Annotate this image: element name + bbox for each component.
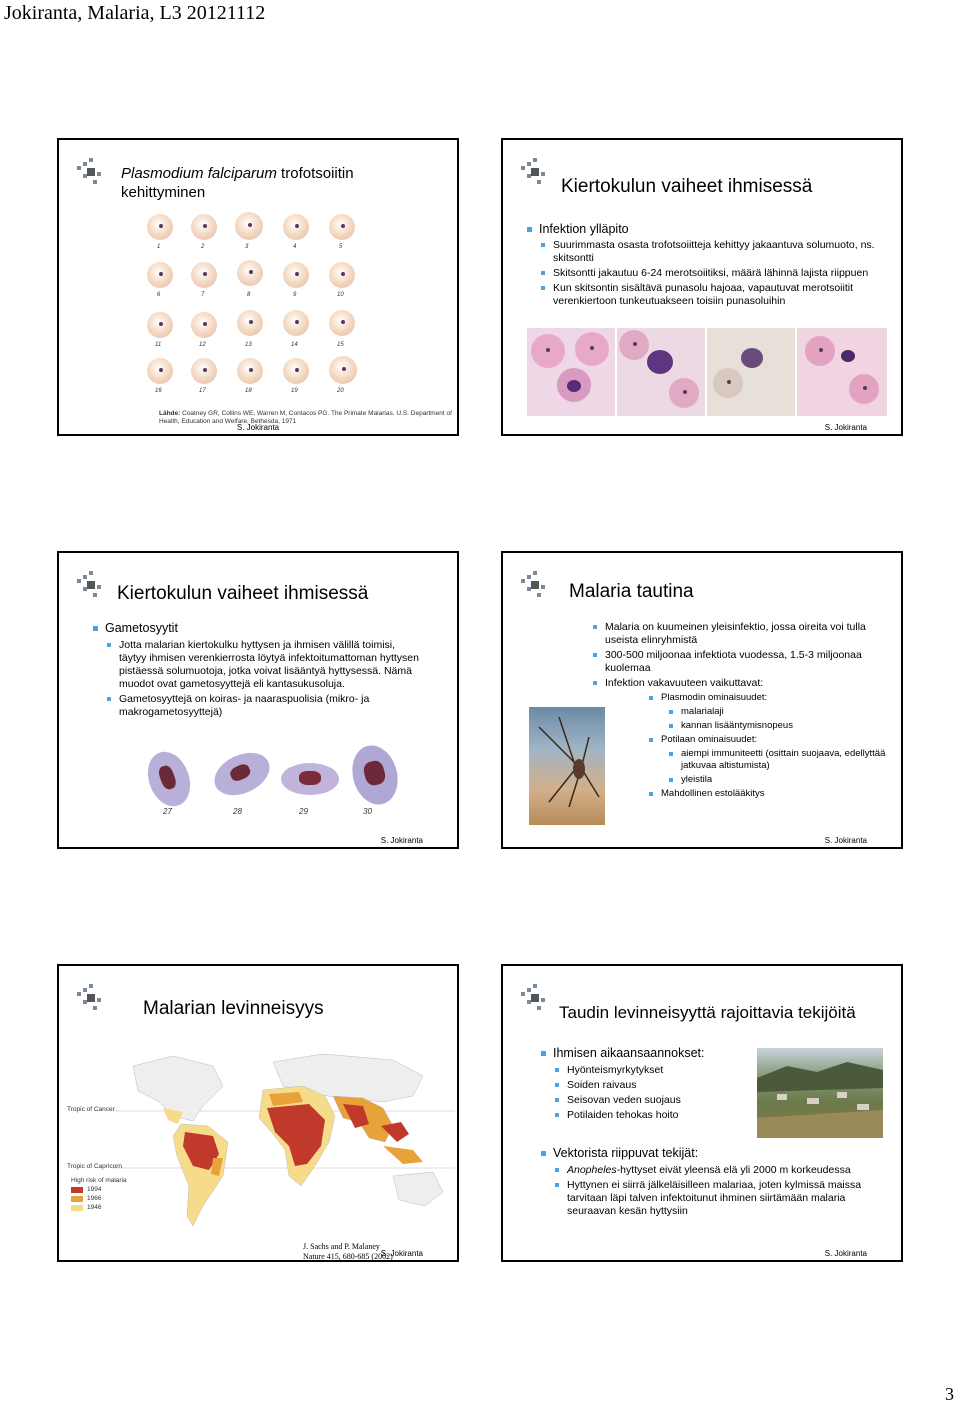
cell-number: 15 xyxy=(337,342,344,348)
bullet-item: Vektorista riippuvat tekijät: Anopheles-hyttyset eivät yleensä elä yli 2000 m korkeudessa Hyttynen ei siirrä jälkeläisilleen malariaa, joten kylmissä maissa tarvitaan läpi talven infektoitunut ihminen siirtämään malaria seuraavan kesän hyttysiin xyxy=(539,1146,869,1218)
schizont-photo xyxy=(617,328,705,416)
gametocyte-cell xyxy=(208,745,277,804)
sub-bullet-item: Anopheles-hyttyset eivät yleensä elä yli 2000 m korkeudessa xyxy=(553,1164,869,1177)
legend-item: 1946 xyxy=(71,1203,127,1212)
slide-2 xyxy=(501,138,903,436)
slide-1 xyxy=(57,138,459,436)
gametocyte-cell xyxy=(346,740,404,809)
slide-6 xyxy=(501,964,903,1262)
cell-number: 29 xyxy=(299,807,308,816)
sub-sub-bullet-item: kannan lisääntymisnopeus xyxy=(667,720,891,732)
bullet-item: Malaria on kuumeinen yleisinfektio, jossa oireita voi tulla useista elinryhmistä xyxy=(591,621,891,647)
page-number: 3 xyxy=(945,1384,954,1404)
legend-swatch xyxy=(71,1205,83,1211)
bullet-item: Infektion vakavuuteen vaikuttavat: Plasmodin ominaisuudet: malarialaji kannan lisääntymisnopeus Potilaan ominaisuudet: aiempi immuniteetti (osittain suojaava, edellyttää jatkuvaa altistumista) yleistila Mahdollinen estolääkitys xyxy=(591,677,891,800)
university-logo-icon xyxy=(517,982,553,1012)
bullet-item: Gametosyytit Jotta malarian kiertokulku hyttysen ja ihmisen välillä toimisi, täytyy ihmisen verenkierrosta löytyä infektoitumattoman hyttysen pistäessä solumuotoja, jotka voivat lisääntyä hyttysessä. Nämä muodot ovat gametosyyttejä eli kantasukusoluja. Gametosyyttejä on koiras- ja naaraspuolisia (mikro- ja makrogametosyyttejä) xyxy=(91,621,421,719)
legend-item: 1994 xyxy=(71,1185,127,1194)
university-logo-icon xyxy=(73,569,109,599)
red-blood-cell xyxy=(237,310,263,336)
bullet-item: Infektion ylläpito Suurimmasta osasta trofotsoiitteja kehittyy jakaantuva solumuoto, ns. skitsontti Skitsontti jakautuu 6-24 merotsoiitiksi, määrä lähinnä lajista riippuen Kun skitsontin sisältävä punasolu hajoaa, vapautuvat merotsoiitit verenkiertoon tunkeutuakseen toisiin punasoluihin xyxy=(525,222,897,308)
red-blood-cell xyxy=(191,214,217,240)
bullet-list xyxy=(525,222,897,310)
sub-bullet-item: Skitsontti jakautuu 6-24 merotsoiitiksi, määrä lähinnä lajista riippuen xyxy=(539,267,897,280)
red-blood-cell xyxy=(191,312,217,338)
bullet-list xyxy=(591,621,891,802)
sub-bullet-item: Suurimmasta osasta trofotsoiitteja kehittyy jakaantuva solumuoto, ns. skitsontti xyxy=(539,239,897,265)
slide-title: Kiertokulun vaiheet ihmisessä xyxy=(117,583,369,604)
slide-3 xyxy=(57,551,459,849)
legend-swatch xyxy=(71,1196,83,1202)
university-logo-icon xyxy=(517,569,553,599)
cell-number: 10 xyxy=(337,292,344,298)
university-logo-icon xyxy=(73,156,109,186)
cell-number: 5 xyxy=(339,244,343,250)
sub-bullet-item: Seisovan veden suojaus xyxy=(553,1094,759,1107)
gametocyte-cell xyxy=(141,746,198,812)
cell-number: 27 xyxy=(163,807,172,816)
slide-title: Kiertokulun vaiheet ihmisessä xyxy=(561,176,813,197)
red-blood-cell xyxy=(147,262,173,288)
red-blood-cell xyxy=(283,358,309,384)
red-blood-cell xyxy=(283,310,309,336)
cell-number: 28 xyxy=(233,807,242,816)
cell-number: 14 xyxy=(291,342,298,348)
schizont-photo xyxy=(527,328,615,416)
slide-footer: S. Jokiranta xyxy=(824,836,867,845)
sub-bullet-item: Gametosyyttejä on koiras- ja naaraspuolisia (mikro- ja makrogametosyyttejä) xyxy=(105,693,421,719)
red-blood-cell xyxy=(283,262,309,288)
bullet-list-2 xyxy=(539,1146,869,1220)
red-blood-cell xyxy=(147,312,173,338)
slide-5 xyxy=(57,964,459,1262)
cell-number: 12 xyxy=(199,342,206,348)
red-blood-cell xyxy=(329,310,355,336)
gametocyte-plate xyxy=(139,749,409,819)
sub-bullet-item: Potilaan ominaisuudet: aiempi immuniteetti (osittain suojaava, edellyttää jatkuvaa altistumista) yleistila xyxy=(647,734,891,786)
sub-sub-bullet-item: malarialaji xyxy=(667,706,891,718)
blood-smear-photos xyxy=(527,328,887,416)
cell-number: 16 xyxy=(155,388,162,394)
tropic-of-cancer-label: Tropic of Cancer xyxy=(67,1106,115,1113)
bullet-item: 300-500 miljoonaa infektiota vuodessa, 1.5-3 miljoonaa kuolemaa xyxy=(591,649,891,675)
red-blood-cell xyxy=(191,262,217,288)
cell-number: 2 xyxy=(201,244,205,250)
red-blood-cell xyxy=(329,356,357,384)
slide-footer: S. Jokiranta xyxy=(824,423,867,432)
slide-footer: S. Jokiranta xyxy=(380,836,423,845)
slide-footer: S. Jokiranta xyxy=(824,1249,867,1258)
red-blood-cell xyxy=(237,260,263,286)
map-citation: J. Sachs and P. Malaney Nature 415, 680-685 (2002) xyxy=(303,1242,393,1261)
cell-number: 4 xyxy=(293,244,297,250)
schizont-photo xyxy=(707,328,795,416)
sub-bullet-item: Hyttynen ei siirrä jälkeläisilleen malariaa, joten kylmissä maissa tarvitaan läpi talven infektoitunut ihminen siirtämään malaria seuraavan kesän hyttysiin xyxy=(553,1179,869,1218)
sub-bullet-item: Kun skitsontin sisältävä punasolu hajoaa, vapautuvat merotsoiitit verenkiertoon tunkeutuakseen toisiin punasoluihin xyxy=(539,282,897,308)
landscape-photo xyxy=(757,1048,883,1138)
cell-number: 30 xyxy=(363,807,372,816)
gametocyte-cell xyxy=(281,763,339,795)
slide-4 xyxy=(501,551,903,849)
legend-title: High risk of malaria xyxy=(71,1177,127,1184)
slide-title: Taudin levinneisyyttä rajoittavia tekijöitä xyxy=(559,1003,856,1022)
slide-title: Malaria tautina xyxy=(569,581,694,602)
sub-bullet-item: Soiden raivaus xyxy=(553,1079,759,1092)
sub-bullet-item: Jotta malarian kiertokulku hyttysen ja ihmisen välillä toimisi, täytyy ihmisen verenkierrosta löytyä infektoitumattoman hyttysen pistäessä solumuotoja, jotka voivat lisääntyä hyttysessä. Nämä muodot ovat gametosyyttejä eli kantasukusoluja. xyxy=(105,639,421,691)
slide-footer: S. Jokiranta xyxy=(236,423,280,432)
cell-number: 1 xyxy=(157,244,161,250)
university-logo-icon xyxy=(73,982,109,1012)
legend-swatch xyxy=(71,1187,83,1193)
sub-bullet-item: Mahdollinen estolääkitys xyxy=(647,788,891,800)
bullet-list xyxy=(91,621,421,721)
sub-bullet-item: Hyönteismyrkytykset xyxy=(553,1064,759,1077)
red-blood-cell xyxy=(283,214,309,240)
slide-title: Plasmodium falciparum trofotsoiitin kehittyminen xyxy=(121,165,354,201)
legend-item: 1966 xyxy=(71,1194,127,1203)
slide-title: Malarian levinneisyys xyxy=(143,998,324,1019)
bullet-item: Ihmisen aikaansaannokset: Hyönteismyrkytykset Soiden raivaus Seisovan veden suojaus Potilaiden tehokas hoito xyxy=(539,1046,759,1122)
sub-bullet-item: Potilaiden tehokas hoito xyxy=(553,1109,759,1122)
cell-number: 8 xyxy=(247,292,251,298)
trophozoite-plate xyxy=(143,212,361,402)
cell-number: 3 xyxy=(245,244,249,250)
document-header: Jokiranta, Malaria, L3 20121112 xyxy=(4,2,266,24)
schizont-photo xyxy=(797,328,887,416)
red-blood-cell xyxy=(191,358,217,384)
sub-sub-bullet-item: yleistila xyxy=(667,774,891,786)
red-blood-cell xyxy=(329,214,355,240)
source-citation: Lähde: Coatney GR, Collins WE, Warren M, Contacos PG. The Primate Malarias. U.S. Department of Health, Education and Welfare, Bethesda, 1971 xyxy=(159,410,452,425)
sub-sub-bullet-item: aiempi immuniteetti (osittain suojaava, edellyttää jatkuvaa altistumista) xyxy=(667,748,891,772)
cell-number: 19 xyxy=(291,388,298,394)
bullet-list-1 xyxy=(539,1046,759,1124)
red-blood-cell xyxy=(329,262,355,288)
slide-footer: S. Jokiranta xyxy=(380,1249,423,1258)
cell-number: 17 xyxy=(199,388,206,394)
red-blood-cell xyxy=(237,358,263,384)
tropic-of-capricorn-label: Tropic of Capricorn xyxy=(67,1163,123,1170)
cell-number: 9 xyxy=(293,292,297,298)
cell-number: 7 xyxy=(201,292,205,298)
sub-bullet-item: Plasmodin ominaisuudet: malarialaji kannan lisääntymisnopeus xyxy=(647,692,891,732)
red-blood-cell xyxy=(235,212,263,240)
map-legend xyxy=(71,1176,127,1212)
red-blood-cell xyxy=(147,214,173,240)
red-blood-cell xyxy=(147,358,173,384)
malaria-map xyxy=(63,1046,455,1246)
cell-number: 6 xyxy=(157,292,161,298)
cell-number: 20 xyxy=(337,388,344,394)
cell-number: 13 xyxy=(245,342,252,348)
cell-number: 11 xyxy=(155,342,162,348)
cell-number: 18 xyxy=(245,388,252,394)
university-logo-icon xyxy=(517,156,553,186)
